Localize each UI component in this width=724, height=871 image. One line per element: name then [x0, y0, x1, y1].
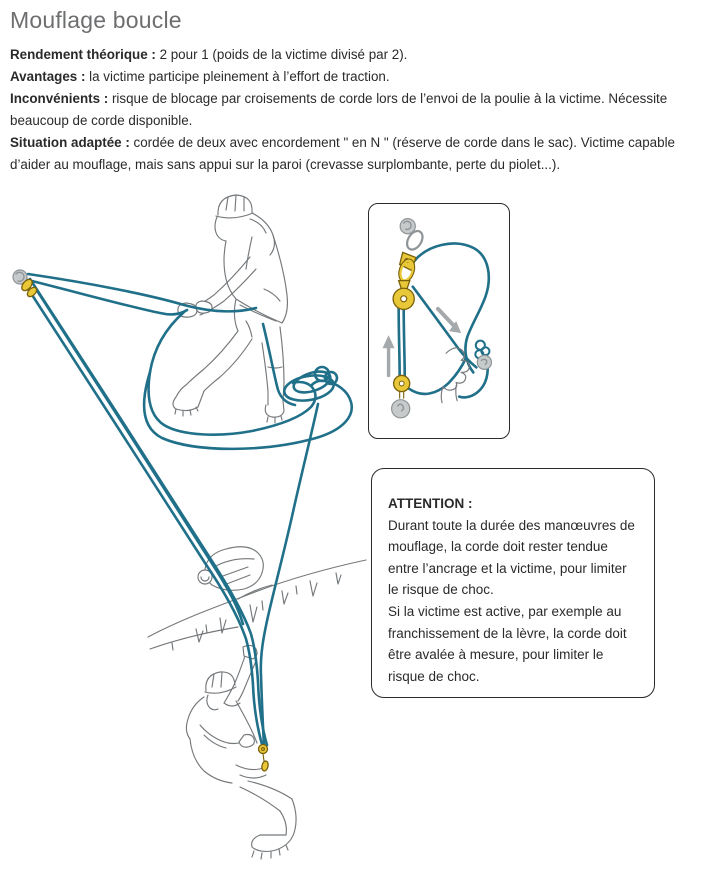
paragraph-text: risque de blocage par croisements de corde lors de l’envoi de la poulie à la victime. Nécessite beaucoup de corde disponible. [10, 91, 668, 128]
throw-direction-arrow-icon [438, 309, 461, 333]
detail-anchor-icon [400, 219, 426, 253]
knot-target-icon [477, 355, 491, 369]
attention-title: ATTENTION : [388, 496, 473, 511]
victim-figure [186, 645, 296, 859]
intro-paragraphs [10, 44, 714, 176]
attention-paragraph-1: Durant toute la durée des manœuvres de mouflage, la corde doit rester tendue entre l’ancrage et la victime, pour limiter le risque de choc. [388, 517, 635, 598]
paragraph-rendement [10, 44, 714, 66]
main-illustration [0, 177, 370, 871]
paragraph-inconvenients [10, 88, 714, 132]
detail-inset-illustration [369, 204, 509, 438]
paragraph-label: Inconvénients : [10, 91, 109, 106]
detail-bottom-pulley-icon [392, 375, 410, 417]
rope-lines [25, 274, 352, 748]
paragraph-text: 2 pour 1 (poids de la victime divisé par 2). [159, 47, 408, 62]
attention-box [371, 468, 655, 698]
detail-pulley-icon [393, 281, 414, 310]
haul-up-arrow-icon [383, 335, 395, 375]
victim-harness-pulley-icon [259, 745, 269, 772]
paragraph-label: Situation adaptée : [10, 135, 130, 150]
paragraph-avantages [10, 66, 714, 88]
paragraph-text: la victime participe pleinement à l’effort de traction. [89, 69, 390, 84]
detail-inset-box [368, 203, 510, 439]
rescuer-figure [173, 195, 287, 423]
attention-paragraph-2: Si la victime est active, par exemple au franchissement de la lèvre, la corde doit être avalée à mesure, pour limiter le risque de choc. [388, 603, 627, 684]
paragraph-label: Avantages : [10, 69, 86, 84]
paragraph-situation [10, 132, 714, 176]
paragraph-text: cordée de deux avec encordement " en N " (réserve de corde dans le sac). Victime capable d’aider au mouflage, mais sans appui sur la paroi (crevasse surplombante, perte du piolet...). [10, 135, 675, 172]
page-title: Mouflage boucle [10, 7, 182, 33]
paragraph-label: Rendement théorique : [10, 47, 156, 62]
